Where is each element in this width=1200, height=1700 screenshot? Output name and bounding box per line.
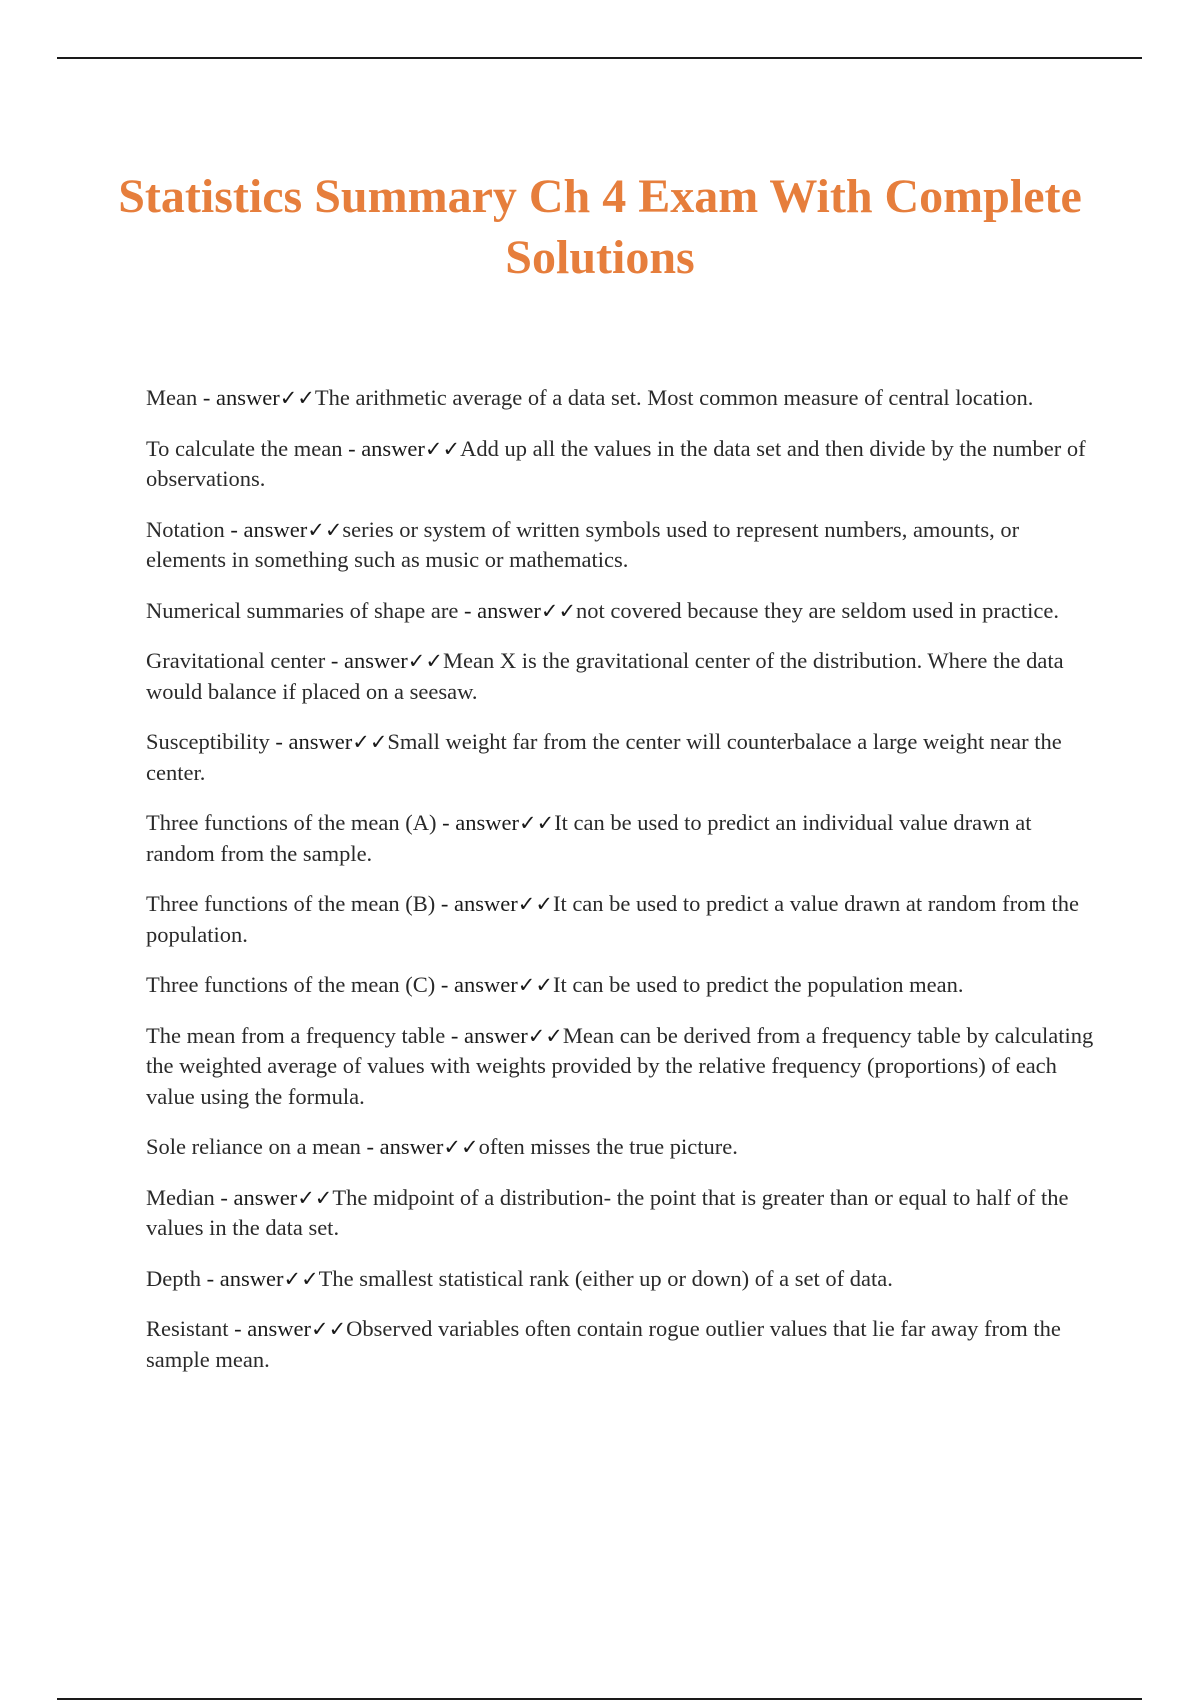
double-check-icon: ✓✓ — [517, 892, 553, 916]
entry-term: Median — [146, 1184, 215, 1210]
entry-term: Gravitational center — [146, 648, 326, 673]
qa-entry — [146, 383, 1096, 414]
entry-definition: often misses the true picture. — [478, 1134, 738, 1159]
qa-list — [146, 383, 1096, 1395]
entry-definition: Mean X is the gravitational center of the distribution. Where the data would balance if placed on a seesaw. — [146, 648, 1064, 704]
double-check-icon: ✓✓ — [443, 1135, 479, 1159]
answer-separator: - answer — [197, 385, 280, 410]
double-check-icon: ✓✓ — [352, 730, 388, 754]
qa-entry — [146, 1183, 1096, 1244]
double-check-icon: ✓✓ — [283, 1266, 319, 1291]
entry-term: Three functions of the mean (B) — [146, 891, 436, 916]
qa-entry — [146, 1021, 1096, 1113]
double-check-icon: ✓✓ — [540, 598, 577, 623]
entry-term: The mean from a frequency table — [146, 1022, 446, 1048]
double-check-icon: ✓✓ — [424, 436, 461, 461]
entry-definition: Mean can be derived from a frequency table by calculating the weighted average of values with weights provided by the relative frequency (proportions) of each value using the formula. — [146, 1022, 1094, 1109]
entry-definition: series or system of written symbols used to represent numbers, amounts, or elements in something such as music or mathematics. — [146, 516, 1020, 572]
qa-entry — [146, 1264, 1096, 1295]
qa-entry — [146, 970, 1096, 1001]
double-check-icon: ✓✓ — [310, 1317, 347, 1341]
answer-separator: - answer — [201, 1265, 284, 1291]
double-check-icon: ✓✓ — [527, 1023, 563, 1048]
entry-term: Three functions of the mean (A) — [146, 810, 437, 835]
entry-definition: not covered because they are seldom used in practice. — [576, 597, 1059, 623]
qa-entry — [146, 434, 1096, 495]
double-check-icon: ✓✓ — [307, 517, 343, 542]
entry-term: Mean — [146, 385, 198, 410]
entry-term: Sole reliance on a mean — [146, 1134, 361, 1159]
answer-separator: - answer — [214, 1184, 298, 1210]
answer-separator: - answer — [458, 597, 541, 623]
answer-separator: - answer — [228, 1316, 311, 1341]
answer-separator: - answer — [435, 891, 518, 916]
document-title: Statistics Summary Ch 4 Exam With Complete Solutions — [118, 170, 1082, 284]
top-rule — [57, 57, 1142, 59]
answer-separator: - answer — [360, 1134, 444, 1159]
entry-definition: Add up all the values in the data set and then divide by the number of observations. — [146, 435, 1086, 491]
entry-definition: It can be used to predict a value drawn at random from the population. — [146, 891, 1080, 947]
qa-entry — [146, 727, 1096, 788]
double-check-icon: ✓✓ — [517, 973, 553, 997]
entry-term: Resistant — [146, 1316, 229, 1341]
entry-definition: It can be used to predict the population mean. — [552, 972, 964, 997]
entry-definition: Small weight far from the center will counterbalace a large weight near the center. — [146, 729, 1062, 785]
double-check-icon: ✓✓ — [297, 1185, 333, 1210]
answer-separator: - answer — [269, 729, 353, 754]
entry-definition: Observed variables often contain rogue outlier values that lie far away from the sample mean. — [146, 1316, 1061, 1372]
qa-entry — [146, 596, 1096, 627]
double-check-icon: ✓✓ — [279, 386, 315, 410]
entry-definition: The arithmetic average of a data set. Most common measure of central location. — [314, 385, 1034, 410]
entry-definition: The smallest statistical rank (either up or down) of a set of data. — [318, 1265, 893, 1291]
entry-term: To calculate the mean — [146, 435, 343, 461]
answer-separator: - answer — [342, 435, 425, 461]
entry-term: Depth — [146, 1265, 201, 1291]
answer-separator: - answer — [435, 972, 518, 997]
qa-entry — [146, 515, 1096, 576]
double-check-icon: ✓✓ — [518, 811, 555, 835]
qa-entry — [146, 1314, 1096, 1375]
answer-separator: - answer — [445, 1022, 528, 1048]
answer-separator: - answer — [325, 648, 408, 673]
qa-entry — [146, 889, 1096, 950]
double-check-icon: ✓✓ — [407, 649, 443, 673]
entry-definition: The midpoint of a distribution- the point that is greater than or equal to half of the values in the data set. — [146, 1184, 1069, 1240]
qa-entry — [146, 1132, 1096, 1163]
entry-term: Three functions of the mean (C) — [146, 972, 436, 997]
entry-term: Susceptibility — [146, 729, 270, 754]
qa-entry — [146, 646, 1096, 707]
entry-definition: It can be used to predict an individual value drawn at random from the sample. — [146, 810, 1032, 866]
entry-term: Notation — [146, 516, 225, 542]
qa-entry — [146, 808, 1096, 869]
answer-separator: - answer — [224, 516, 308, 542]
answer-separator: - answer — [436, 810, 519, 835]
entry-term: Numerical summaries of shape are — [146, 597, 459, 623]
